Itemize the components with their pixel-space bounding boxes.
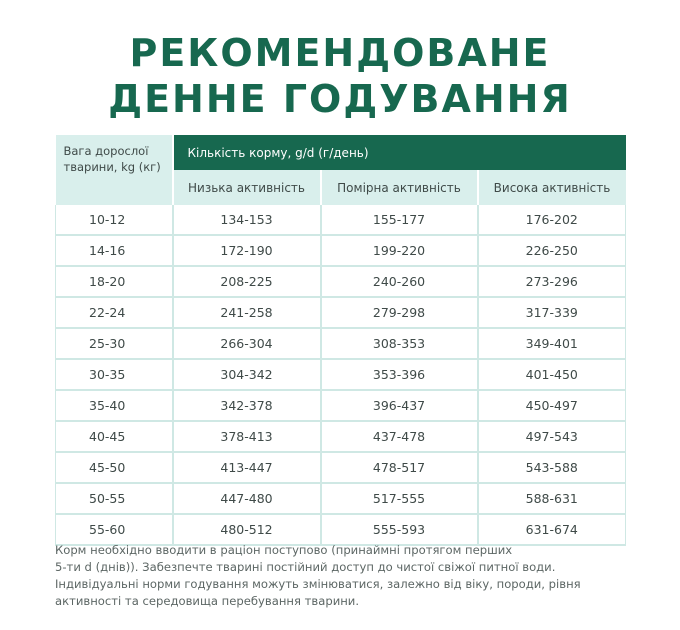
low-activity-cell: 480-512	[173, 514, 321, 545]
moderate-activity-cell: 308-353	[321, 328, 478, 359]
moderate-activity-cell: 279-298	[321, 297, 478, 328]
high-activity-cell: 588-631	[478, 483, 626, 514]
page-title-line-1: РЕКОМЕНДОВАНЕ	[129, 31, 551, 75]
weight-cell: 30-35	[56, 359, 173, 390]
feeding-note	[55, 542, 625, 610]
weight-cell: 45-50	[56, 452, 173, 483]
table-row	[56, 297, 626, 328]
note-line-2: 5-ти d (днів)). Забезпечте тварині постійний доступ до чистої свіжої питної води.	[55, 560, 556, 574]
moderate-activity-cell: 353-396	[321, 359, 478, 390]
weight-cell: 22-24	[56, 297, 173, 328]
high-activity-cell: 450-497	[478, 390, 626, 421]
low-activity-cell: 134-153	[173, 205, 321, 235]
note-line-4: активності та середовища перебування тварини.	[55, 594, 360, 608]
weight-cell: 14-16	[56, 235, 173, 266]
page-title	[0, 30, 680, 122]
table-row	[56, 328, 626, 359]
low-activity-header: Низька активність	[173, 170, 321, 205]
high-activity-cell: 273-296	[478, 266, 626, 297]
weight-cell: 10-12	[56, 205, 173, 235]
moderate-activity-cell: 517-555	[321, 483, 478, 514]
amount-header: Кількість корму, g/d (г/день)	[173, 135, 626, 170]
table-row	[56, 390, 626, 421]
low-activity-cell: 304-342	[173, 359, 321, 390]
low-activity-cell: 378-413	[173, 421, 321, 452]
table-row	[56, 421, 626, 452]
table-body	[56, 205, 626, 545]
table-row	[56, 266, 626, 297]
low-activity-cell: 241-258	[173, 297, 321, 328]
high-activity-cell: 401-450	[478, 359, 626, 390]
high-activity-cell: 497-543	[478, 421, 626, 452]
low-activity-cell: 208-225	[173, 266, 321, 297]
weight-cell: 25-30	[56, 328, 173, 359]
page-title-line-2: ДЕННЕ ГОДУВАННЯ	[108, 77, 572, 121]
weight-cell: 35-40	[56, 390, 173, 421]
moderate-activity-cell: 478-517	[321, 452, 478, 483]
table-header	[56, 135, 626, 205]
high-activity-cell: 543-588	[478, 452, 626, 483]
note-line-1: Корм необхідно вводити в раціон поступово (принаймні протягом перших	[55, 543, 513, 557]
moderate-activity-cell: 396-437	[321, 390, 478, 421]
low-activity-cell: 342-378	[173, 390, 321, 421]
note-line-3: Індивідуальні норми годування можуть змінюватися, залежно від віку, породи, рівня	[55, 577, 581, 591]
low-activity-cell: 266-304	[173, 328, 321, 359]
high-activity-cell: 226-250	[478, 235, 626, 266]
high-activity-cell: 176-202	[478, 205, 626, 235]
table-row	[56, 205, 626, 235]
low-activity-cell: 172-190	[173, 235, 321, 266]
moderate-activity-cell: 555-593	[321, 514, 478, 545]
table-row	[56, 235, 626, 266]
high-activity-cell: 631-674	[478, 514, 626, 545]
weight-cell: 18-20	[56, 266, 173, 297]
moderate-activity-cell: 199-220	[321, 235, 478, 266]
feeding-table	[55, 135, 626, 546]
high-activity-cell: 349-401	[478, 328, 626, 359]
moderate-activity-header: Помірна активність	[321, 170, 478, 205]
low-activity-cell: 447-480	[173, 483, 321, 514]
moderate-activity-cell: 437-478	[321, 421, 478, 452]
table-row	[56, 483, 626, 514]
weight-cell: 55-60	[56, 514, 173, 545]
moderate-activity-cell: 240-260	[321, 266, 478, 297]
low-activity-cell: 413-447	[173, 452, 321, 483]
table-row	[56, 514, 626, 545]
moderate-activity-cell: 155-177	[321, 205, 478, 235]
high-activity-cell: 317-339	[478, 297, 626, 328]
weight-column-header: Вага дорослої тварини, kg (кг)	[56, 135, 173, 205]
weight-cell: 50-55	[56, 483, 173, 514]
weight-cell: 40-45	[56, 421, 173, 452]
high-activity-header: Висока активність	[478, 170, 626, 205]
table-row	[56, 452, 626, 483]
table-row	[56, 359, 626, 390]
